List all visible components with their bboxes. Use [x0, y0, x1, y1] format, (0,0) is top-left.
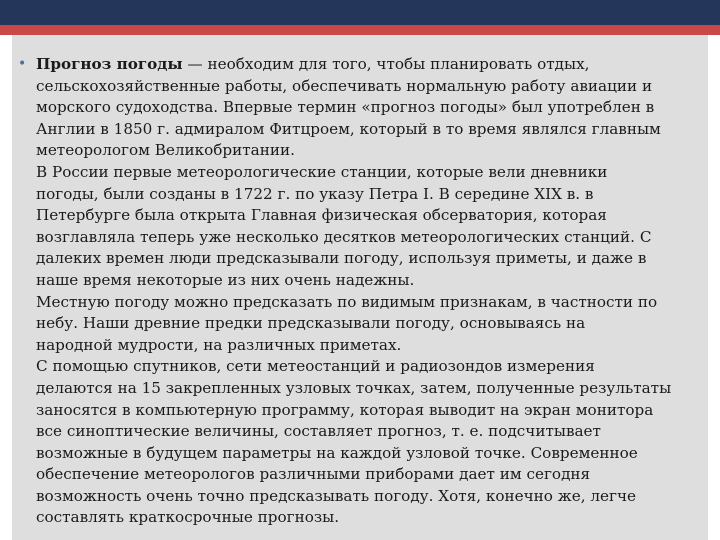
text-line: Местную погоду можно предсказать по видимым признакам, в частности по [36, 292, 658, 311]
heading-text: Прогноз погоды [36, 55, 183, 73]
text-line: Англии в 1850 г. адмиралом Фитцроем, который в то время являлся главным [36, 119, 661, 138]
accent-stripe [0, 25, 720, 35]
text-line: все синоптические величины, составляет прогноз, т. е. подсчитывает [36, 422, 601, 441]
text-line: С помощью спутников, сети метеостанций и радиозондов измерения [36, 357, 595, 376]
text-line: делаются на 15 закрепленных узловых точках, затем, полученные результаты [36, 378, 672, 397]
text-line: метеорологом Великобритании. [36, 141, 295, 160]
text-line: составлять краткосрочные прогнозы. [36, 508, 340, 527]
text-line: небу. Наши древние предки предсказывали погоду, основываясь на [36, 314, 586, 333]
first-line [36, 54, 700, 76]
text-line: погоды, были созданы в 1722 г. по указу Петра I. В середине XIX в. в [36, 184, 594, 203]
text-line: сельскохозяйственные работы, обеспечивать нормальную работу авиации и [36, 76, 653, 95]
text-line: Петербурге была открыта Главная физическая обсерватория, которая [36, 206, 607, 225]
text-line: заносятся в компьютерную программу, которая выводит на экран монитора [36, 400, 654, 419]
bullet-text [36, 54, 700, 529]
text-line: народной мудрости, на различных приметах. [36, 335, 402, 354]
bullet-item [18, 54, 700, 529]
slide-body [18, 54, 700, 529]
text-line: обеспечение метеорологов различными приборами дает им сегодня [36, 465, 591, 484]
text-line: наше время некоторые из них очень надежны. [36, 270, 415, 289]
header-band [0, 0, 720, 25]
first-line-rest: — необходим для того, чтобы планировать отдых, [182, 55, 590, 73]
text-line: возглавляла теперь уже несколько десятков метеорологических станций. С [36, 227, 652, 246]
bullet-icon: • [18, 56, 27, 72]
text-line: возможные в будущем параметры на каждой узловой точке. Современное [36, 443, 638, 462]
text-line: далеких времен люди предсказывали погоду, используя приметы, и даже в [36, 249, 647, 268]
text-line: В России первые метеорологические станции, которые вели дневники [36, 162, 608, 181]
text-line: морского судоходства. Впервые термин «прогноз погоды» был употреблен в [36, 98, 655, 117]
text-line: возможность очень точно предсказывать погоду. Хотя, конечно же, легче [36, 486, 636, 505]
